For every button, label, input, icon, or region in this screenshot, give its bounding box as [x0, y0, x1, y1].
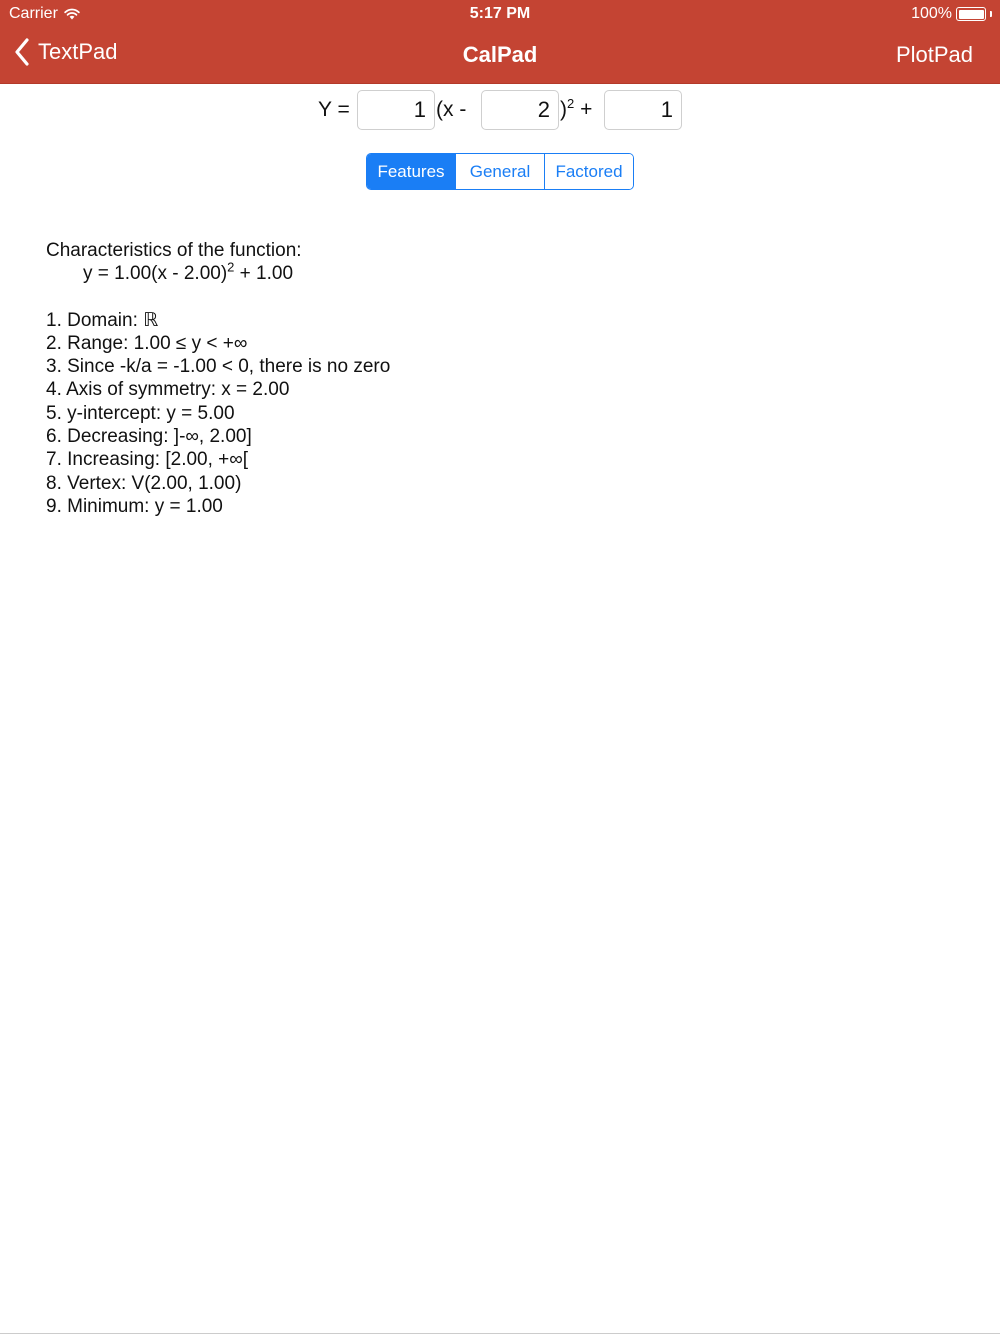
segment-general[interactable]: General [455, 154, 544, 189]
carrier-label: Carrier [9, 5, 58, 22]
feature-item-domain: 1. Domain: ℝ [46, 309, 159, 331]
function-formula [46, 259, 390, 285]
y-equals-label: Y = [318, 98, 350, 121]
x-minus-label: (x - [436, 98, 467, 121]
status-bar [0, 0, 1000, 28]
back-button-label: TextPad [38, 39, 118, 64]
feature-item-range: 2. Range: 1.00 ≤ y < +∞ [46, 332, 248, 354]
feature-item-vertex: 8. Vertex: V(2.00, 1.00) [46, 472, 242, 494]
plotpad-button[interactable]: PlotPad [895, 42, 973, 67]
battery-status [911, 5, 992, 23]
feature-item-minimum: 9. Minimum: y = 1.00 [46, 495, 223, 517]
plus-label: + [580, 98, 593, 121]
features-heading: Characteristics of the function: [46, 240, 302, 261]
header-bar [0, 0, 1000, 84]
feature-item-axis: 4. Axis of symmetry: x = 2.00 [46, 379, 290, 401]
formula-prefix: y = 1.00(x - 2.00) [83, 263, 228, 285]
equation-editor [0, 90, 1000, 130]
feature-item-decreasing: 6. Decreasing: ]-∞, 2.00] [46, 426, 252, 448]
close-paren: ) [560, 98, 567, 121]
segment-features[interactable]: Features [367, 154, 455, 189]
battery-icon [956, 7, 986, 21]
coefficient-k-input[interactable] [604, 90, 682, 130]
feature-item-zero: 3. Since -k/a = -1.00 < 0, there is no zero [46, 356, 391, 378]
coefficient-a-input[interactable] [357, 90, 435, 130]
status-time: 5:17 PM [469, 5, 531, 22]
formula-exponent: 2 [227, 259, 235, 275]
coefficient-h-input[interactable] [481, 90, 559, 130]
segment-factored[interactable]: Factored [544, 154, 633, 189]
navigation-bar [0, 28, 1000, 84]
battery-tip [990, 11, 992, 17]
formula-suffix: + 1.00 [234, 263, 294, 285]
features-panel [46, 239, 390, 518]
page-title: CalPad [462, 42, 538, 67]
feature-item-increasing: 7. Increasing: [2.00, +∞[ [46, 449, 249, 471]
battery-percent: 100% [911, 5, 952, 22]
view-segmented-control [366, 153, 634, 190]
squared-plus-label [560, 98, 592, 122]
exponent-label: 2 [567, 96, 575, 111]
feature-item-y-intercept: 5. y-intercept: y = 5.00 [46, 402, 235, 424]
